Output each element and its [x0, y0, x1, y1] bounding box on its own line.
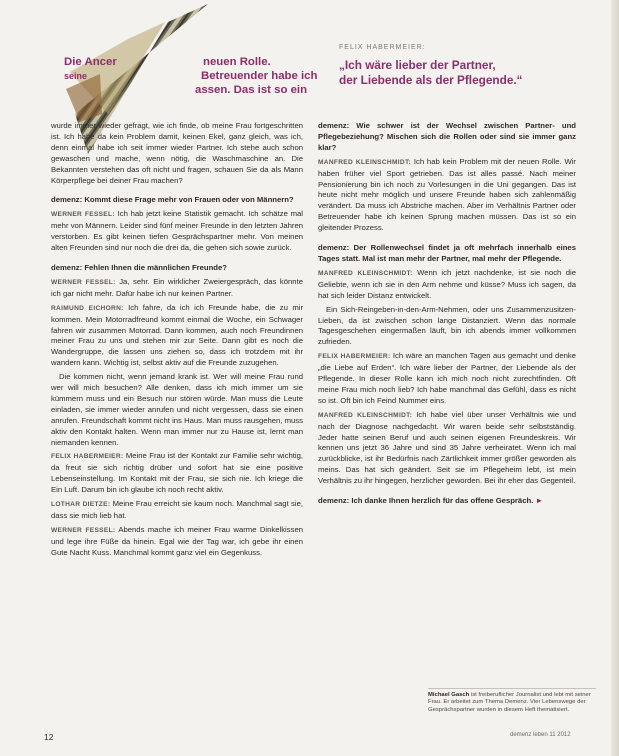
answer-text: Ja, sehr. Ein wirklicher Zweiergespräch, das könnte ich gar nicht mehr. Dafür habe ich nur keinen Partner. [51, 276, 303, 298]
speaker-name: WERNER FESSEL: [51, 526, 116, 534]
answer-text: Ich habe viel über unser Verhältnis wie und nach der Diagnose nachgedacht. Wir waren beide sehr selbstständig. Jeder hatte seinen Beruf und auch seinen eigenen Freundeskreis. Wir kennen uns jetzt 36 Jahre und sind 35 Jahre verheiratet. Wenn ich mal zurückblicke, ist ihr Bedürfnis nach Zärtlichkeit immer größer geworden als meins. Das hat sich geändert. Seit sie im Pflegeheim lebt, ist mein Verhältnis zu ihr hingegen, herzlicher geworden. Bei ihr eher das Gegenteil. [318, 409, 576, 486]
answer-text: Ich hab jetzt keine Statistik gemacht. Ich schätze mal mehr von Männern. Leider sind fünf meiner Freunde in den letzten Jahren verstorben. Es gibt keinen tiefen Gesprächspartner mehr. Von meinen alten Freunden sind nur noch die drei da, die gehen sich sowie zurück. [51, 209, 303, 253]
speaker-name: LOTHAR DIETZE: [51, 501, 111, 509]
speaker-name: FELIX HABERMEIER: [318, 353, 391, 361]
paragraph: wurde immer wieder gefragt, wie ich finde, ob meine Frau fortgeschritten ist. Ich habe da kein Problem damit, keinen Ekel, ganz gleich, was ich, denn einmal habe ich seit immer wieder Partner. Ich stehe auch schon gewaschen und mache, wenn nötig, die Waschmaschine an. Die Bekannten verstehen das oft nicht und fragen, schauen Sie da als Mann Körperpflege bei deiner Frau machen? [51, 121, 303, 185]
magazine-footer: demenz leben 11 2012 [510, 732, 571, 738]
answer [51, 499, 303, 522]
answer [51, 209, 303, 254]
speaker-name: WERNER FESSEL: [51, 211, 115, 219]
right-pull-quote-line-2: der Liebende als der Pflegende.“ [339, 73, 523, 87]
left-pull-quote-line-2: neuen Rolle. [203, 56, 271, 68]
interview-question: demenz: Wie schwer ist der Wechsel zwischen Partner- und Pflegebeziehung? Mischen sich die Rollen oder sind sie immer ganz klar? [318, 121, 576, 152]
answer [318, 157, 576, 234]
answer [318, 268, 576, 302]
right-column [318, 121, 576, 510]
end-arrow-icon: ► [535, 496, 544, 506]
answer-text: Ich hab kein Problem mit der neuen Rolle. Wir haben früher viel Sport getrieben. Das ist alles passé. Nach meiner Pensionierung bin ich noch zu Vorlesungen in die Uni gegangen. Das ist heute nicht mehr möglich und unsere Freunde haben sich zahlenmäßig verändert. Da muss ich Abstriche machen. Aber im Verhältnis Partner oder Betreuender habe ich keinen Sprung machen müssen. Das ist so ein gleitender Prozess. [318, 156, 576, 233]
speaker-name: MANFRED KLEINSCHMIDT: [318, 411, 413, 419]
answer [51, 525, 303, 559]
right-pull-quote-line-1: „Ich wäre lieber der Partner, [339, 58, 496, 72]
page-number: 12 [44, 732, 54, 742]
answer [51, 303, 303, 369]
answer-text: Ich wäre an manchen Tagen aus gemacht und denke „die Liebe auf Erden“. Ich wäre lieber der Partner, der Liebende als der Pflegende. In dieser Rolle kann ich mich noch nicht zurechtfinden. Oft meine Frau mich noch lieb? Ich habe manchmal das Gefühl, dass es nicht so ist. Oft bin ich Feind Nummer eins. [318, 351, 577, 405]
answer-text: Meine Frau ist der Kontakt zur Familie sehr wichtig, da freut sie sich richtig drüber und sofort hat sie eine positive Lebenseinstellung. Im Kontakt mit der Frau, sie sich nie. Ich kriege die Ein Luft. Darum bin ich glaube ich noch recht aktiv. [51, 451, 303, 495]
paragraph: Ein Sich-Reingeben-in-den-Arm-Nehmen, oder uns Zusammenzusitzen-Lieben, da ist zwischen schon lange Distanziert. Wenn das normale Tagesgeschehen eingermaßen läuft, bin ich abends immer vollkommen zufrieden. [318, 304, 576, 347]
answer [51, 277, 303, 300]
answer [318, 410, 576, 487]
left-pull-quote-line-1: Die Ancer [64, 56, 117, 68]
answer-text: Abends mache ich meiner Frau warme Dinkelkissen und lege ihre Füße da hinein. Egal wie der Tag war, ich gebe ihr einen Gute Nacht Kuss. Manchmal kommt ganz viel ein Gegenkuss. [51, 524, 303, 557]
closing-line [318, 496, 576, 507]
left-pull-quote-line-4: assen. Das ist so ein [195, 84, 308, 96]
closing-text: demenz: Ich danke Ihnen herzlich für das offene Gespräch. [318, 496, 534, 506]
interview-question: demenz: Fehlen Ihnen die männlichen Freunde? [51, 262, 227, 272]
left-pull-quote-line-3: Betreuender habe ich [201, 70, 318, 82]
speaker-name: MANFRED KLEINSCHMIDT: [318, 269, 413, 277]
answer [318, 351, 576, 407]
caption-name: Michael Gasch [428, 692, 470, 698]
answer-text: Ich fahre, da ich ich Freunde habe, die zu mir kommen. Mein Motorradfreund kommt einmal die Woche, ein Schwager fahren wir zusammen Motorrad. Dann kommen, auch noch Freundinnen meiner Frau zu uns und stehen mir zur Seite. Dann gibt es noch die Wandergruppe, die lassen uns ziehen so, dass ich trotzdem mit ihr wandern kann. Wichtig ist, selbst aktiv auf die Freunde zuzugehen. [51, 302, 304, 368]
interview-question: demenz: Der Rollenwechsel findet ja oft mehrfach innerhalb eines Tages statt. Mal ist man mehr der Partner, mal mehr der Pflegende. [318, 243, 576, 263]
right-pull-quote-speaker: FELIX HABERMEIER: [339, 44, 426, 51]
answer-text: Wenn ich jetzt nachdenke, ist sie noch die Geliebte, wenn ich sie in den Arm nehme und küsse? Muss ich sagen, da hat sich leider Distanz entwickelt. [318, 267, 577, 300]
author-caption [428, 688, 596, 714]
left-pull-quote-fragment: seine [64, 71, 88, 81]
speaker-name: RAIMUND EICHORN: [51, 304, 124, 312]
caption-text: ist freiberuflicher Journalist und lebt mit seiner Frau. Er arbeitet zum Thema Demenz. Vier Lebenswege der Gesprächspartner wurden in diesem Heft thematisiert. [428, 692, 591, 713]
speaker-name: MANFRED KLEINSCHMIDT: [318, 158, 412, 166]
interview-question: demenz: Kommt diese Frage mehr von Frauen oder von Männern? [51, 195, 294, 205]
page-spine [611, 0, 619, 756]
answer-text: Meine Frau erreicht sie kaum noch. Manchmal sagt sie, dass sie mich lieb hat. [51, 499, 303, 520]
left-column [51, 121, 303, 562]
paragraph: Die kommen nicht, wenn jemand krank ist. Wer will meine Frau rund wer will mich besuchen? Alle denken, dass ich mich immer um sie kümmern muss und ein Besuch nur stören würde. Man muss die Leute einladen, sie immer wieder anrufen und nicht vergessen, dass sie einen anrufen. Freundschaft kommt nicht ins Haus. Man muss rausgehen, muss aktiv den Kontakt halten. Wenn man immer nur zu Hause ist, lernt man niemanden kennen. [51, 372, 303, 447]
answer [51, 451, 303, 496]
speaker-name: WERNER FESSEL: [51, 278, 116, 286]
speaker-name: FELIX HABERMEIER: [51, 453, 124, 461]
